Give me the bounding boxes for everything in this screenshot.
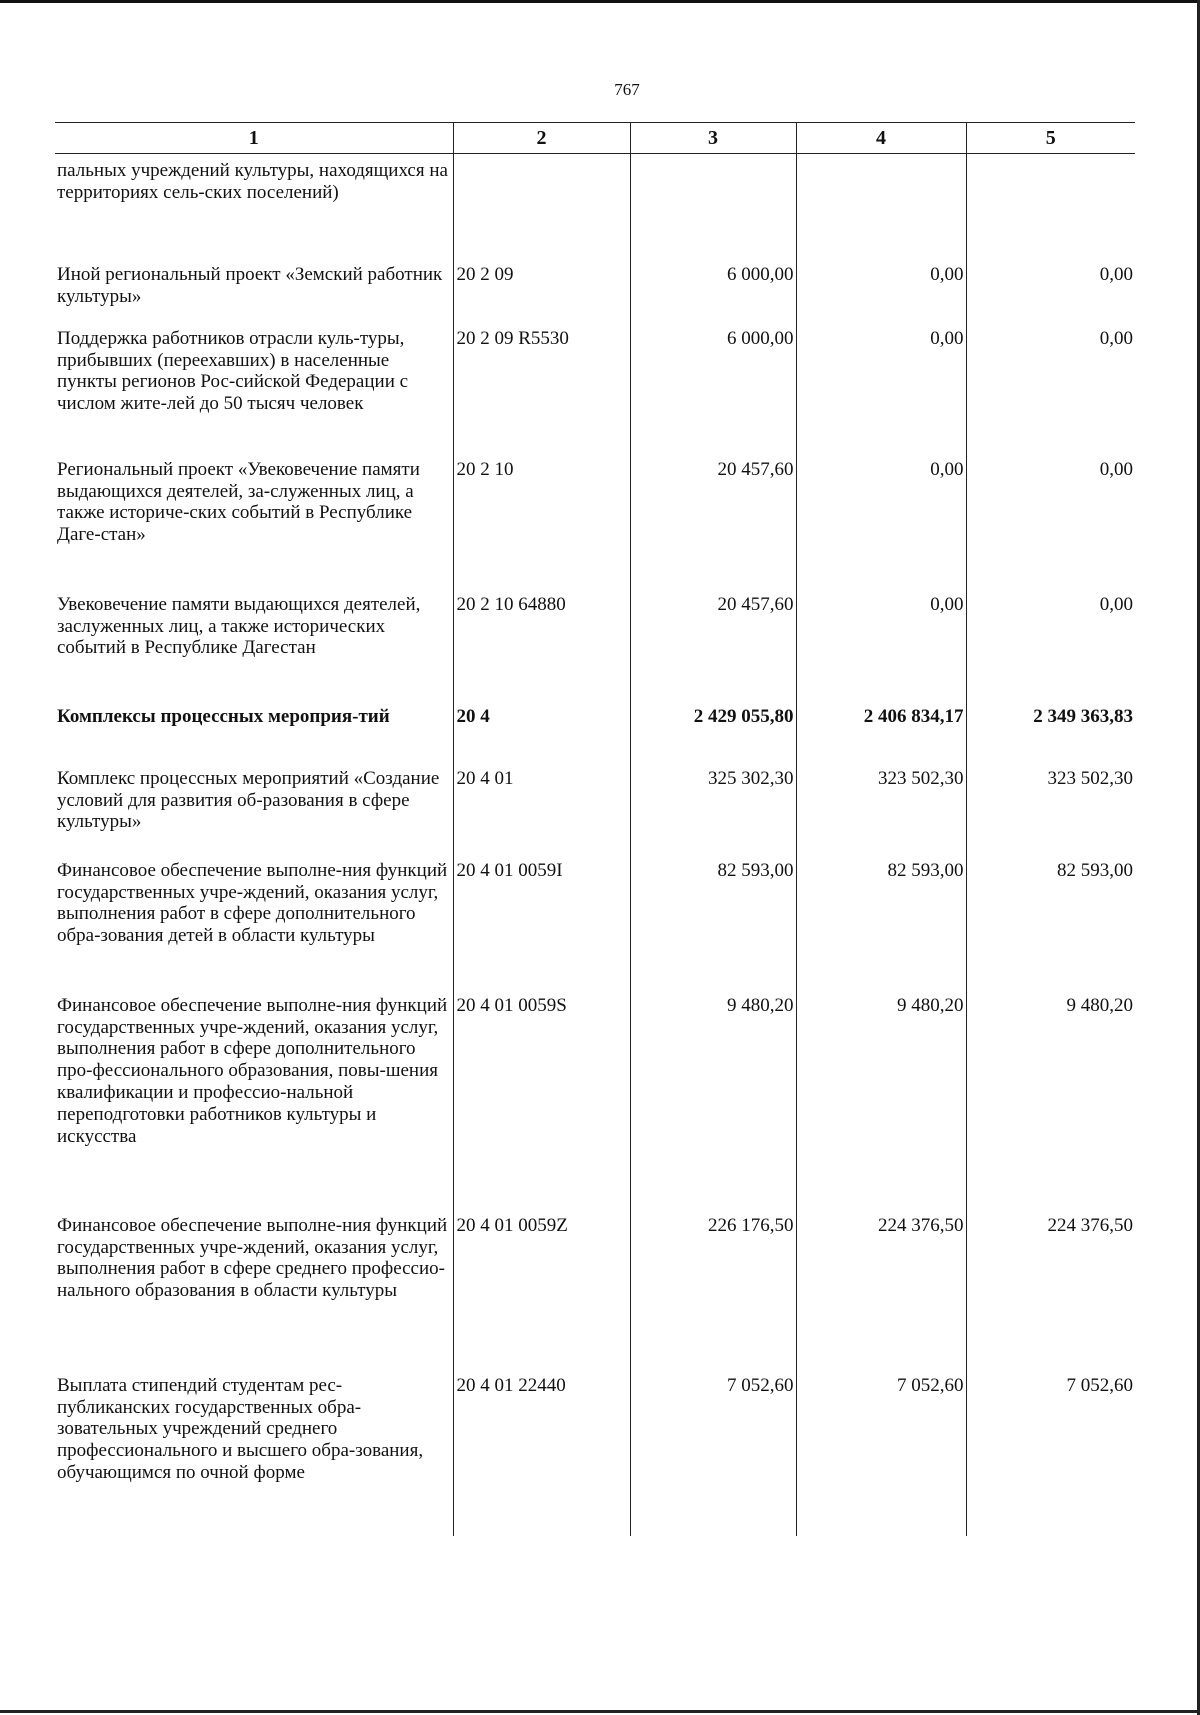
column-header-3: 3 [630, 123, 796, 154]
row-value-col5: 224 376,50 [966, 1213, 1135, 1373]
row-value-col4 [796, 154, 966, 257]
column-header-2: 2 [453, 123, 630, 154]
table-row [55, 592, 1135, 704]
row-value-col4: 224 376,50 [796, 1213, 966, 1373]
table-row [55, 154, 1135, 257]
table-body [55, 154, 1135, 1536]
row-name: Поддержка работников отрасли куль-туры, прибывших (переехавших) в населенные пункты регионов Рос-сийской Федерации с числом жите-лей до 50 тысяч человек [57, 327, 409, 415]
row-value-col3: 6 000,00 [630, 326, 796, 457]
row-name: Иной региональный проект «Земский работник культуры» [57, 264, 443, 307]
row-name: Выплата стипендий студентам рес-публиканских государственных обра-зовательных учреждений среднего профессионального и высшего обра-зования, обучающимся по очной форме [57, 1374, 424, 1484]
table-row [55, 457, 1135, 592]
row-value-col4: 0,00 [796, 326, 966, 457]
header-row [55, 123, 1135, 154]
row-name: Региональный проект «Увековечение памяти выдающихся деятелей, за-служенных лиц, а также историче-ских событий в Республике Даге-стан» [57, 458, 420, 546]
row-name: Финансовое обеспечение выполне-ния функций государственных учре-ждений, оказания услуг, выполнения работ в сфере дополнительного обра-зования детей в области культуры [57, 859, 448, 947]
row-value-col3: 2 429 055,80 [630, 704, 796, 766]
row-value-col3: 226 176,50 [630, 1213, 796, 1373]
row-value-col4: 7 052,60 [796, 1373, 966, 1536]
row-value-col5: 0,00 [966, 592, 1135, 704]
row-value-col5: 7 052,60 [966, 1373, 1135, 1536]
table-row [55, 1373, 1135, 1536]
row-value-col5: 0,00 [966, 457, 1135, 592]
table-row [55, 858, 1135, 993]
row-name: Финансовое обеспечение выполне-ния функций государственных учре-ждений, оказания услуг, выполнения работ в сфере среднего профессио-нального образования в области культуры [57, 1214, 448, 1302]
row-code [453, 154, 630, 257]
table-row [55, 766, 1135, 858]
row-value-col5: 0,00 [966, 326, 1135, 457]
row-value-col3: 325 302,30 [630, 766, 796, 858]
table-row [55, 326, 1135, 457]
row-value-col3: 82 593,00 [630, 858, 796, 993]
row-value-col3 [630, 154, 796, 257]
row-value-col4: 82 593,00 [796, 858, 966, 993]
row-name: Комплексы процессных мероприя-тий [57, 705, 390, 727]
row-name: Увековечение памяти выдающихся деятелей, заслуженных лиц, а также исторических событий в Республике Дагестан [57, 593, 421, 659]
table-row [55, 1213, 1135, 1373]
table-row [55, 993, 1135, 1213]
row-value-col4: 323 502,30 [796, 766, 966, 858]
row-value-col4: 0,00 [796, 256, 966, 326]
row-value-col5: 2 349 363,83 [966, 704, 1135, 766]
row-value-col5 [966, 154, 1135, 257]
row-name: пальных учреждений культуры, находящихся на территориях сель-ских поселений) [57, 160, 448, 203]
row-code: 20 2 10 64880 [453, 592, 630, 704]
row-name: Комплекс процессных мероприятий «Создание условий для развития об-разования в сфере культуры» [57, 767, 440, 833]
row-name: Финансовое обеспечение выполне-ния функций государственных учре-ждений, оказания услуг, выполнения работ в сфере дополнительного про-фессионального образования, повы-шения квалификации и профессио-нальной переподготовки работников культуры и искусства [57, 994, 448, 1147]
row-value-col3: 20 457,60 [630, 457, 796, 592]
row-code: 20 4 [453, 704, 630, 766]
scan-border-top [0, 0, 1200, 3]
row-code: 20 2 09 R5530 [453, 326, 630, 457]
table-header [55, 123, 1135, 154]
row-code: 20 2 10 [453, 457, 630, 592]
row-code: 20 4 01 0059Z [453, 1213, 630, 1373]
row-code: 20 4 01 0059I [453, 858, 630, 993]
column-header-5: 5 [966, 123, 1135, 154]
row-value-col4: 0,00 [796, 457, 966, 592]
row-value-col4: 0,00 [796, 592, 966, 704]
row-value-col3: 6 000,00 [630, 256, 796, 326]
row-value-col3: 7 052,60 [630, 1373, 796, 1536]
row-code: 20 2 09 [453, 256, 630, 326]
row-value-col5: 9 480,20 [966, 993, 1135, 1213]
row-value-col5: 0,00 [966, 256, 1135, 326]
table-row-total [55, 704, 1135, 766]
row-value-col4: 2 406 834,17 [796, 704, 966, 766]
row-value-col5: 323 502,30 [966, 766, 1135, 858]
table-row [55, 256, 1135, 326]
column-header-4: 4 [796, 123, 966, 154]
scan-border-bottom [0, 1710, 1200, 1713]
row-value-col4: 9 480,20 [796, 993, 966, 1213]
row-code: 20 4 01 0059S [453, 993, 630, 1213]
column-header-1: 1 [55, 123, 453, 154]
budget-table [55, 122, 1135, 1536]
row-code: 20 4 01 22440 [453, 1373, 630, 1536]
page-number: 767 [614, 80, 640, 99]
row-value-col3: 9 480,20 [630, 993, 796, 1213]
row-value-col5: 82 593,00 [966, 858, 1135, 993]
row-code: 20 4 01 [453, 766, 630, 858]
row-value-col3: 20 457,60 [630, 592, 796, 704]
